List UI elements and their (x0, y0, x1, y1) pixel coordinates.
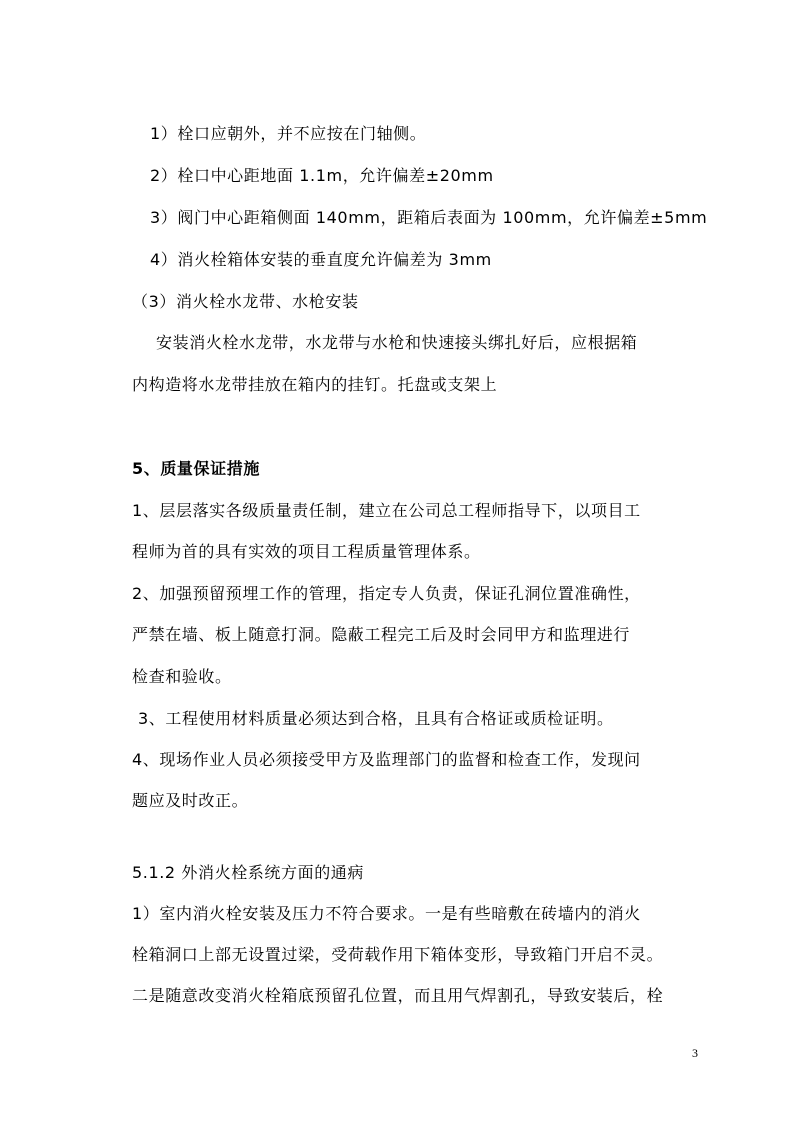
paragraph-line: 二是随意改变消火栓箱底预留孔位置，而且用气焊割孔，导致安装后，栓 (132, 986, 664, 1005)
page-number: 3 (692, 1046, 698, 1060)
paragraph-line: 栓箱洞口上部无设置过梁，受荷载作用下箱体变形，导致箱门开启不灵。 (132, 945, 664, 964)
paragraph-line: 程师为首的具有实效的项目工程质量管理体系。 (132, 542, 481, 561)
subsection-heading: 5.1.2 外消火栓系统方面的通病 (132, 863, 364, 882)
paragraph-line: 内构造将水龙带挂放在箱内的挂钉。托盘或支架上 (132, 375, 498, 394)
paragraph-line: 1、层层落实各级质量责任制，建立在公司总工程师指导下，以项目工 (132, 501, 641, 520)
paragraph-line: 4、现场作业人员必须接受甲方及监理部门的监督和检查工作，发现问 (132, 750, 641, 769)
paragraph-line: 安装消火栓水龙带，水龙带与水枪和快速接头绑扎好后，应根据箱 (156, 333, 638, 352)
requirement-line-1: 1）栓口应朝外，并不应按在门轴侧。 (150, 124, 427, 143)
requirement-line-2: 2）栓口中心距地面 1.1m，允许偏差±20mm (150, 166, 494, 185)
paragraph-line: 1）室内消火栓安装及压力不符合要求。一是有些暗敷在砖墙内的消火 (132, 904, 641, 923)
requirement-line-3: 3）阀门中心距箱侧面 140mm，距箱后表面为 100mm，允许偏差±5mm (150, 208, 708, 227)
paragraph-line: 题应及时改正。 (132, 791, 249, 810)
paragraph-line: 检查和验收。 (132, 667, 232, 686)
subsection-heading: （3）消火栓水龙带、水枪安装 (132, 292, 359, 311)
paragraph-line: 3、工程使用材料质量必须达到合格，且具有合格证或质检证明。 (138, 709, 614, 728)
paragraph-line: 2、加强预留预埋工作的管理，指定专人负责，保证孔洞位置准确性， (132, 584, 641, 603)
section-heading: 5、质量保证措施 (132, 459, 260, 478)
paragraph-line: 严禁在墙、板上随意打洞。隐蔽工程完工后及时会同甲方和监理进行 (132, 625, 631, 644)
requirement-line-4: 4）消火栓箱体安装的垂直度允许偏差为 3mm (150, 250, 492, 269)
